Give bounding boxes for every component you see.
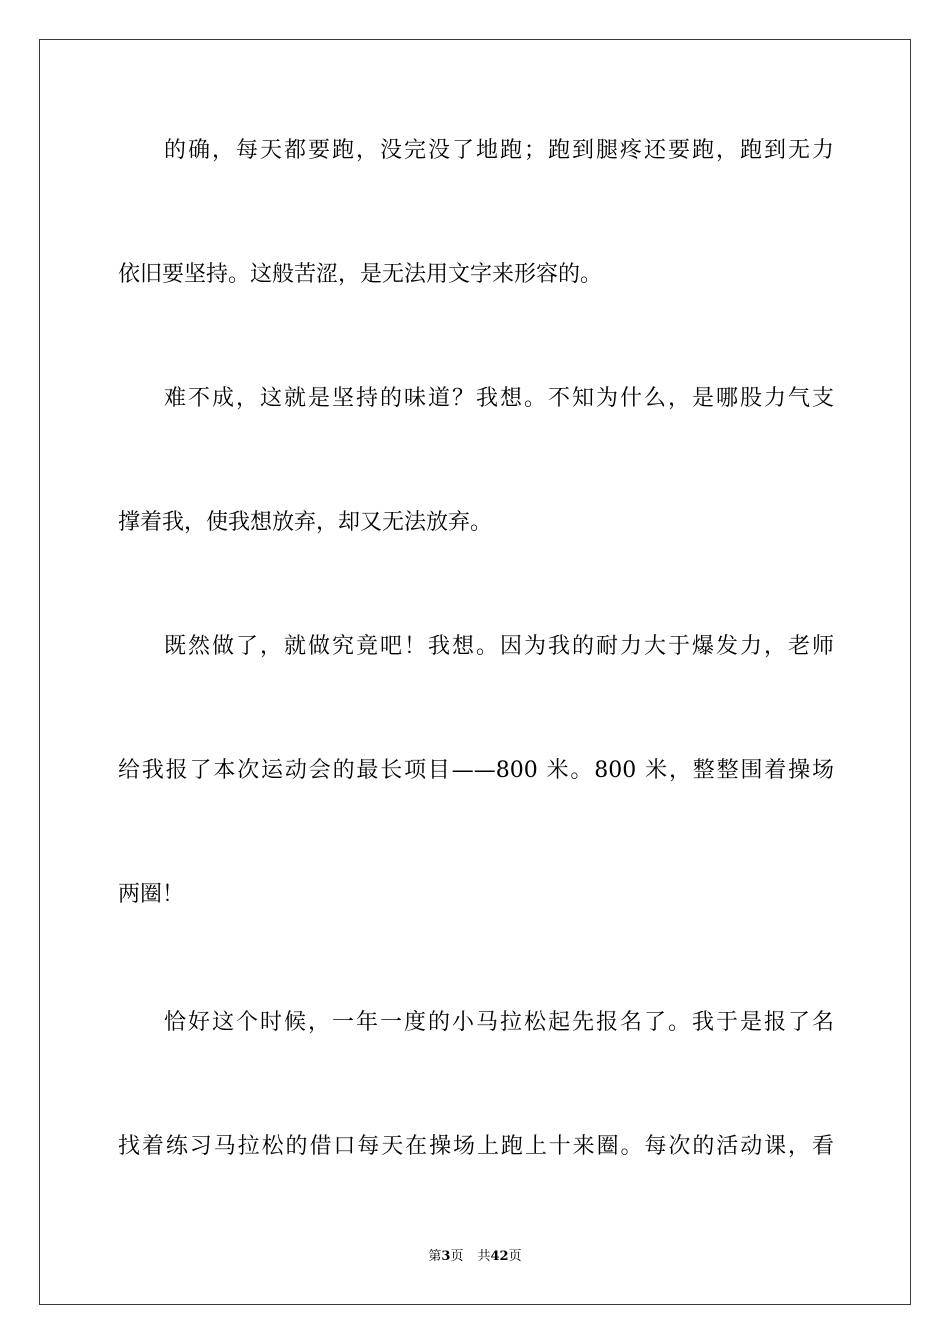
page-footer — [0, 1248, 950, 1266]
paragraph-2-line-1: 难不成，这就是坚持的味道？我想。不知为什么，是哪股力气支 — [164, 386, 834, 411]
page-prefix: 第 — [428, 1249, 442, 1264]
paragraph-3-line-1: 既然做了，就做究竟吧！我想。因为我的耐力大于爆发力，老师 — [164, 634, 834, 659]
paragraph-1-line-2: 依旧要坚持。这般苦涩，是无法用文字来形容的。 — [118, 262, 603, 287]
page-suffix: 页 — [450, 1249, 464, 1264]
total-suffix: 页 — [508, 1249, 522, 1264]
page-border — [39, 39, 911, 1305]
total-pages: 42 — [490, 1249, 509, 1264]
paragraph-3-line-3: 两圈！ — [118, 882, 185, 907]
paragraph-3-line-2: 给我报了本次运动会的最长项目——800 米。800 米，整整围着操场 — [118, 758, 834, 783]
paragraph-4-line-2: 找着练习马拉松的借口每天在操场上跑上十来圈。每次的活动课，看 — [118, 1134, 834, 1159]
paragraph-2-line-2: 撑着我，使我想放弃，却又无法放弃。 — [118, 510, 493, 535]
page-number: 3 — [441, 1249, 451, 1264]
total-prefix: 共 — [477, 1249, 491, 1264]
paragraph-1-line-1: 的确，每天都要跑，没完没了地跑；跑到腿疼还要跑，跑到无力 — [164, 138, 834, 163]
paragraph-4-line-1: 恰好这个时候，一年一度的小马拉松起先报名了。我于是报了名 — [164, 1010, 834, 1035]
